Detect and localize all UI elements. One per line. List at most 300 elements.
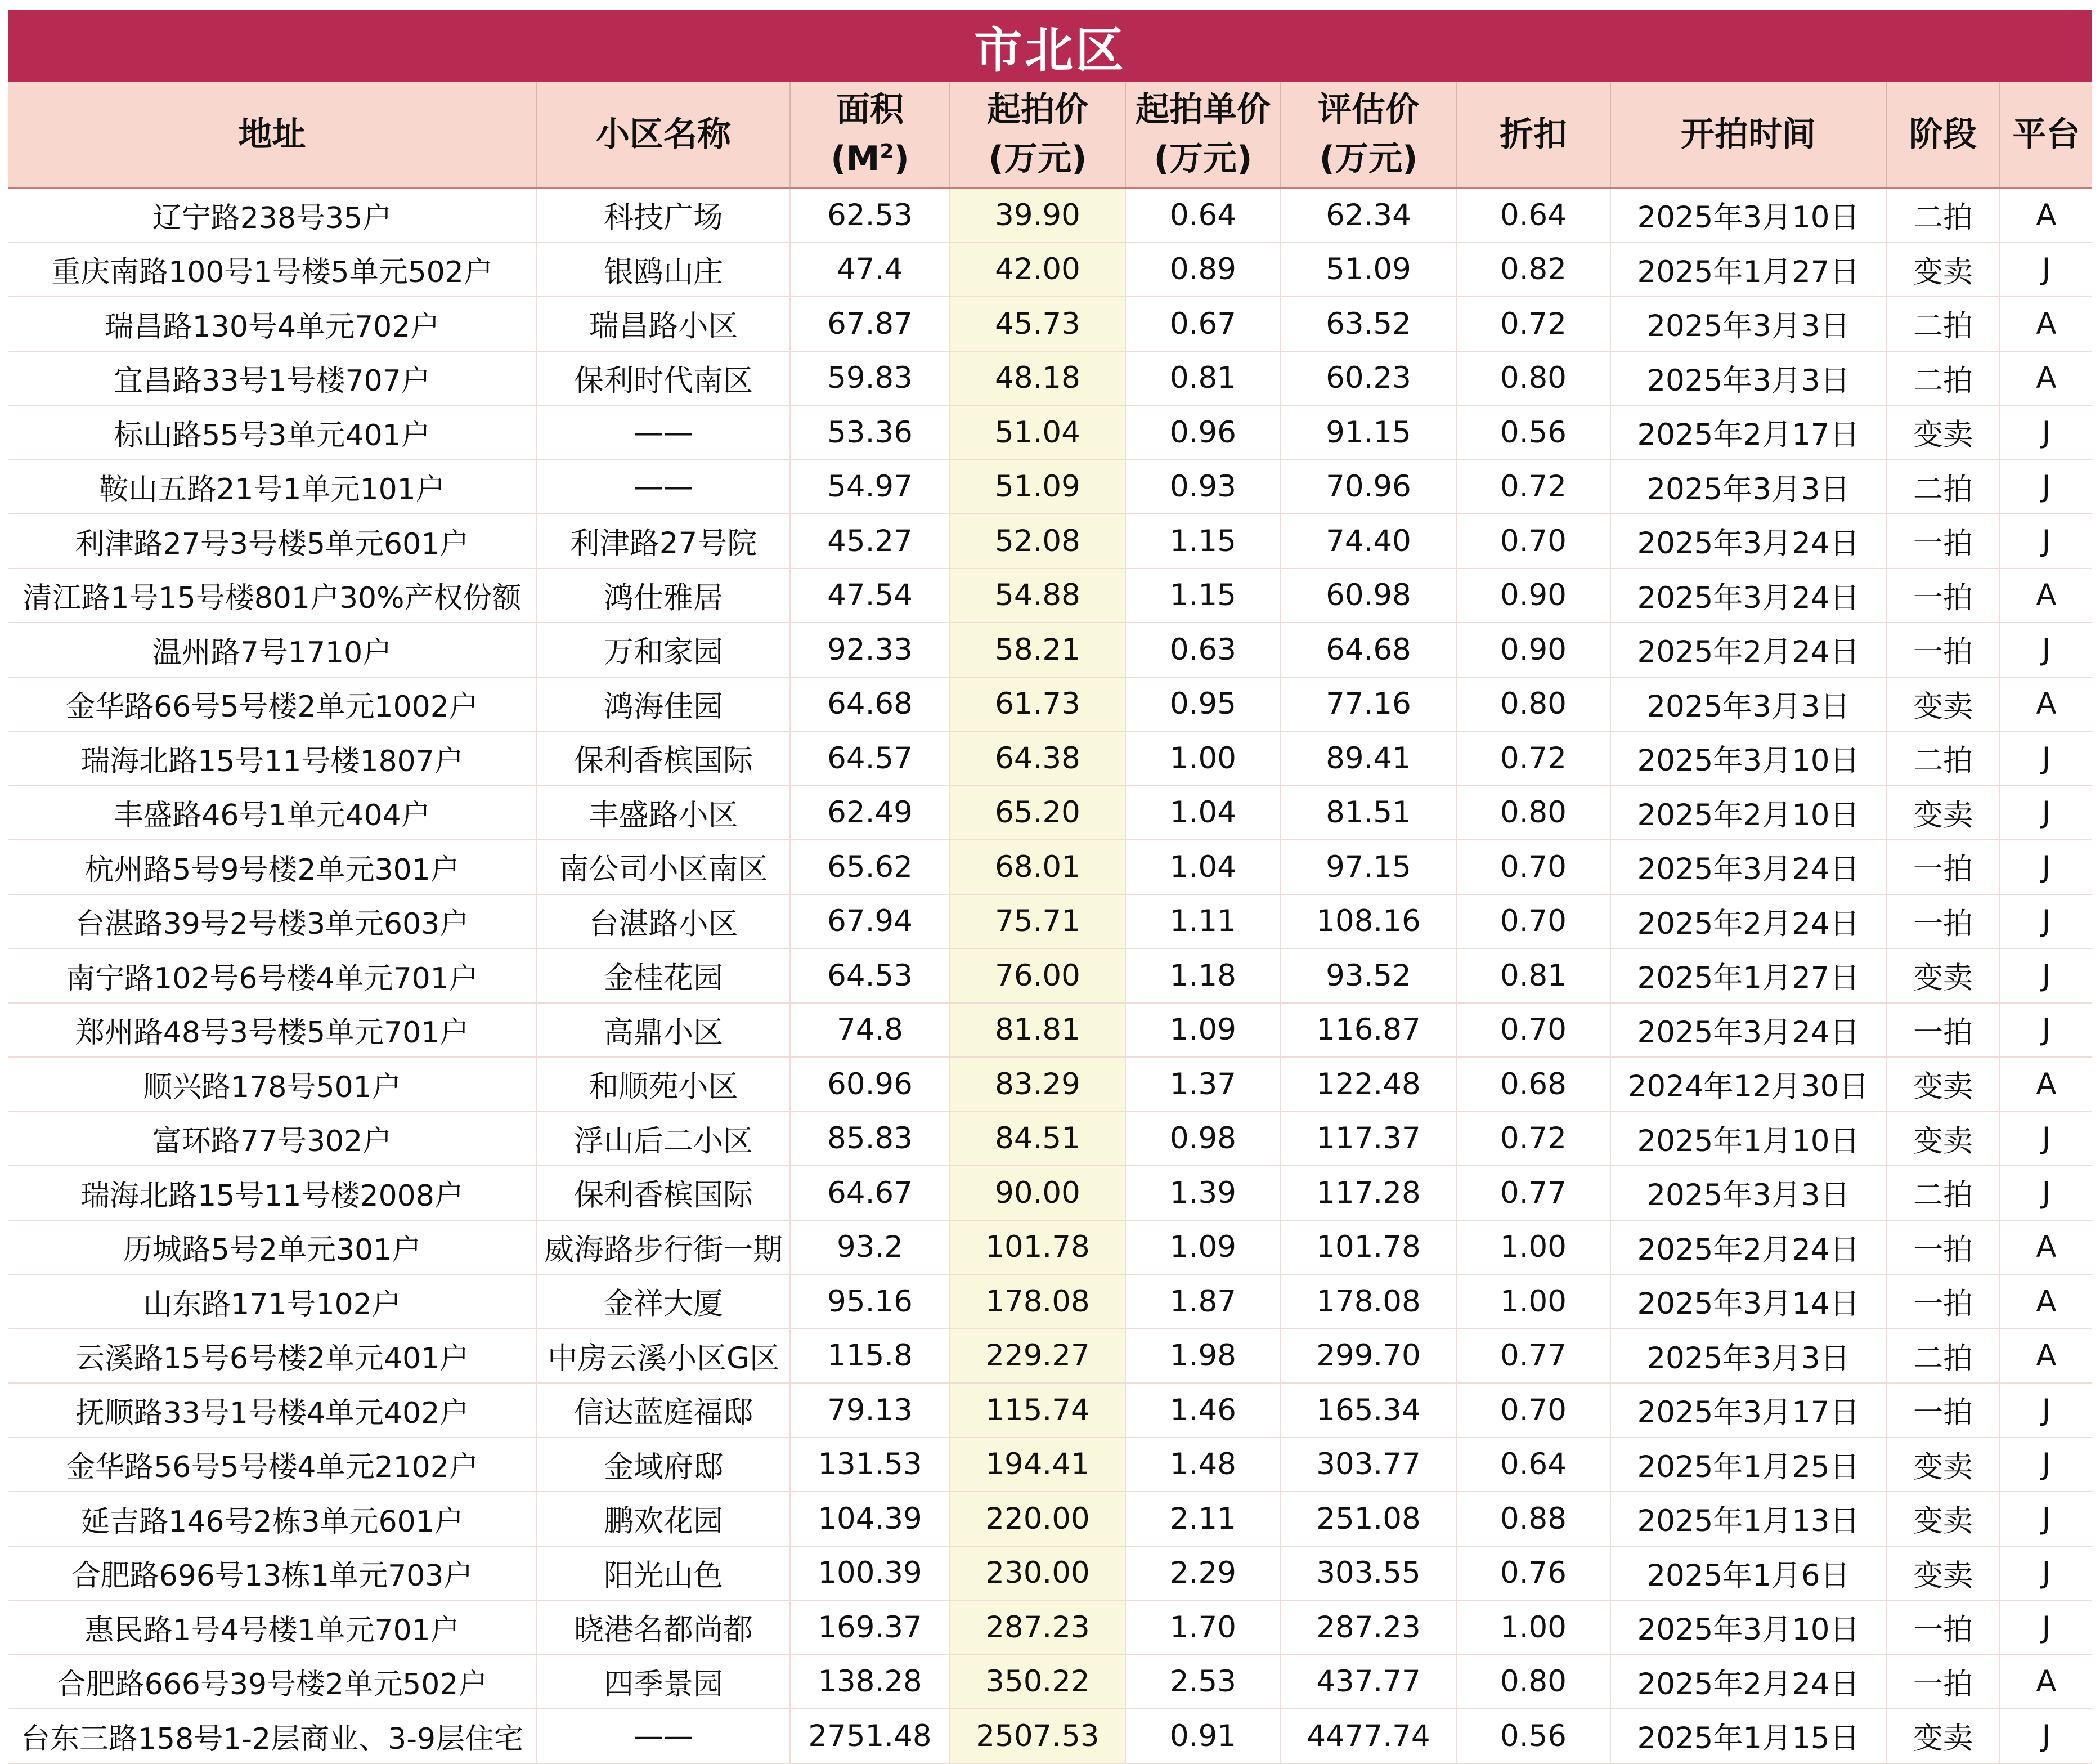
table-row: [8, 1329, 2092, 1384]
cell-community: 万和家园: [537, 623, 790, 677]
cell-address: 瑞海北路15号11号楼1807户: [8, 731, 537, 786]
cell-discount: 0.90: [1456, 623, 1610, 677]
cell-appraisal: 178.08: [1281, 1274, 1456, 1329]
cell-start-time: 2025年3月14日: [1610, 1274, 1886, 1329]
cell-unit-price: 0.67: [1125, 297, 1281, 351]
cell-unit-price: 1.11: [1125, 894, 1281, 949]
cell-stage: 变卖: [1886, 405, 2000, 460]
cell-community: 丰盛路小区: [537, 786, 790, 840]
cell-community: 高鼎小区: [537, 1003, 790, 1058]
cell-community: 保利香槟国际: [537, 1166, 790, 1220]
cell-discount: 0.90: [1456, 568, 1610, 623]
cell-address: 利津路27号3号楼5单元601户: [8, 514, 537, 568]
header-area: 面积 $(M^2)$: [790, 82, 950, 188]
table-row: [8, 731, 2092, 786]
cell-start-time: 2025年3月3日: [1610, 1166, 1886, 1220]
cell-discount: 1.00: [1456, 1600, 1610, 1655]
cell-start-time: 2025年1月15日: [1610, 1709, 1886, 1763]
cell-unit-price: 0.98: [1125, 1112, 1281, 1166]
cell-start-price: 350.22: [950, 1655, 1125, 1709]
cell-unit-price: 1.37: [1125, 1057, 1281, 1112]
cell-area: 53.36: [790, 405, 950, 460]
cell-platform: J: [2000, 840, 2092, 894]
cell-appraisal: 60.98: [1281, 568, 1456, 623]
cell-start-price: 84.51: [950, 1112, 1125, 1166]
table-row: [8, 405, 2092, 460]
table-row: [8, 1600, 2092, 1655]
table-row: [8, 1220, 2092, 1275]
cell-unit-price: 1.09: [1125, 1220, 1281, 1275]
cell-start-time: 2025年1月27日: [1610, 243, 1886, 297]
cell-appraisal: 91.15: [1281, 405, 1456, 460]
cell-platform: J: [2000, 460, 2092, 514]
cell-address: 金华路66号5号楼2单元1002户: [8, 677, 537, 732]
cell-area: 92.33: [790, 623, 950, 677]
cell-address: 金华路56号5号楼4单元2102户: [8, 1438, 537, 1492]
cell-appraisal: 122.48: [1281, 1057, 1456, 1112]
cell-appraisal: 77.16: [1281, 677, 1456, 732]
cell-community: 和顺苑小区: [537, 1057, 790, 1112]
cell-area: 74.8: [790, 1003, 950, 1058]
cell-area: 131.53: [790, 1438, 950, 1492]
header-community: 小区名称: [537, 82, 790, 188]
cell-start-price: 52.08: [950, 514, 1125, 568]
cell-address: 抚顺路33号1号楼4单元402户: [8, 1383, 537, 1438]
header-discount: 折扣: [1456, 82, 1610, 188]
cell-stage: 变卖: [1886, 948, 2000, 1003]
cell-unit-price: 1.09: [1125, 1003, 1281, 1058]
cell-community: 鹏欢花园: [537, 1492, 790, 1546]
cell-community: 瑞昌路小区: [537, 297, 790, 351]
table-row: [8, 243, 2092, 297]
cell-community: ——: [537, 1709, 790, 1763]
cell-start-time: 2025年1月10日: [1610, 1112, 1886, 1166]
cell-start-price: 287.23: [950, 1600, 1125, 1655]
cell-community: 金域府邸: [537, 1438, 790, 1492]
cell-platform: A: [2000, 1329, 2092, 1384]
cell-unit-price: 0.81: [1125, 351, 1281, 406]
cell-appraisal: 251.08: [1281, 1492, 1456, 1546]
cell-start-time: 2025年3月3日: [1610, 351, 1886, 406]
cell-stage: 二拍: [1886, 1329, 2000, 1384]
cell-discount: 0.81: [1456, 948, 1610, 1003]
cell-discount: 0.68: [1456, 1057, 1610, 1112]
cell-appraisal: 70.96: [1281, 460, 1456, 514]
cell-address: 鞍山五路21号1单元101户: [8, 460, 537, 514]
cell-discount: 0.56: [1456, 405, 1610, 460]
auction-table-sheet: [8, 10, 2092, 1764]
cell-start-time: 2025年3月24日: [1610, 840, 1886, 894]
cell-start-price: 75.71: [950, 894, 1125, 949]
cell-stage: 一拍: [1886, 894, 2000, 949]
cell-appraisal: 97.15: [1281, 840, 1456, 894]
table-row: [8, 1709, 2092, 1763]
cell-start-price: 65.20: [950, 786, 1125, 840]
cell-start-price: 68.01: [950, 840, 1125, 894]
cell-start-time: 2025年3月3日: [1610, 1329, 1886, 1384]
cell-area: 59.83: [790, 351, 950, 406]
table-row: [8, 568, 2092, 623]
cell-area: 79.13: [790, 1383, 950, 1438]
cell-appraisal: 4477.74: [1281, 1709, 1456, 1763]
cell-stage: 一拍: [1886, 514, 2000, 568]
cell-unit-price: 2.53: [1125, 1655, 1281, 1709]
cell-address: 标山路55号3单元401户: [8, 405, 537, 460]
cell-stage: 一拍: [1886, 1655, 2000, 1709]
cell-platform: A: [2000, 1274, 2092, 1329]
table-row: [8, 460, 2092, 514]
cell-unit-price: 2.29: [1125, 1546, 1281, 1601]
cell-discount: 0.70: [1456, 840, 1610, 894]
cell-start-price: 76.00: [950, 948, 1125, 1003]
cell-platform: A: [2000, 297, 2092, 351]
cell-address: 宜昌路33号1号楼707户: [8, 351, 537, 406]
cell-start-price: 194.41: [950, 1438, 1125, 1492]
cell-platform: J: [2000, 1600, 2092, 1655]
cell-start-time: 2025年2月24日: [1610, 623, 1886, 677]
cell-start-time: 2025年2月24日: [1610, 1655, 1886, 1709]
header-start-time: 开拍时间: [1610, 82, 1886, 188]
cell-appraisal: 63.52: [1281, 297, 1456, 351]
cell-platform: J: [2000, 731, 2092, 786]
cell-stage: 二拍: [1886, 351, 2000, 406]
cell-address: 瑞海北路15号11号楼2008户: [8, 1166, 537, 1220]
cell-start-time: 2025年3月24日: [1610, 514, 1886, 568]
cell-start-time: 2025年1月25日: [1610, 1438, 1886, 1492]
cell-appraisal: 287.23: [1281, 1600, 1456, 1655]
cell-stage: 二拍: [1886, 460, 2000, 514]
cell-community: 金桂花园: [537, 948, 790, 1003]
cell-platform: J: [2000, 514, 2092, 568]
cell-address: 台东三路158号1-2层商业、3-9层住宅: [8, 1709, 537, 1763]
cell-address: 台湛路39号2号楼3单元603户: [8, 894, 537, 949]
cell-area: 62.53: [790, 188, 950, 243]
cell-address: 重庆南路100号1号楼5单元502户: [8, 243, 537, 297]
table-row: [8, 623, 2092, 677]
cell-community: 利津路27号院: [537, 514, 790, 568]
cell-start-time: 2024年12月30日: [1610, 1057, 1886, 1112]
cell-stage: 变卖: [1886, 1438, 2000, 1492]
cell-discount: 0.56: [1456, 1709, 1610, 1763]
cell-address: 惠民路1号4号楼1单元701户: [8, 1600, 537, 1655]
cell-discount: 0.80: [1456, 1655, 1610, 1709]
table-row: [8, 1112, 2092, 1166]
cell-unit-price: 0.93: [1125, 460, 1281, 514]
cell-unit-price: 1.70: [1125, 1600, 1281, 1655]
cell-stage: 变卖: [1886, 1057, 2000, 1112]
cell-start-price: 45.73: [950, 297, 1125, 351]
cell-unit-price: 1.18: [1125, 948, 1281, 1003]
cell-stage: 二拍: [1886, 1166, 2000, 1220]
table-row: [8, 1383, 2092, 1438]
cell-platform: A: [2000, 188, 2092, 243]
cell-stage: 一拍: [1886, 1274, 2000, 1329]
cell-unit-price: 0.96: [1125, 405, 1281, 460]
cell-appraisal: 108.16: [1281, 894, 1456, 949]
cell-discount: 0.64: [1456, 188, 1610, 243]
cell-start-time: 2025年2月24日: [1610, 1220, 1886, 1275]
cell-community: 科技广场: [537, 188, 790, 243]
cell-platform: J: [2000, 623, 2092, 677]
cell-community: 威海路步行街一期: [537, 1220, 790, 1275]
cell-start-price: 178.08: [950, 1274, 1125, 1329]
cell-area: 64.68: [790, 677, 950, 732]
cell-unit-price: 2.11: [1125, 1492, 1281, 1546]
cell-start-time: 2025年3月24日: [1610, 568, 1886, 623]
cell-area: 54.97: [790, 460, 950, 514]
cell-area: 100.39: [790, 1546, 950, 1601]
header-appraisal: 评估价 (万元): [1281, 82, 1456, 188]
table-row: [8, 297, 2092, 351]
cell-community: 台湛路小区: [537, 894, 790, 949]
cell-appraisal: 93.52: [1281, 948, 1456, 1003]
cell-platform: J: [2000, 243, 2092, 297]
cell-start-price: 2507.53: [950, 1709, 1125, 1763]
cell-platform: J: [2000, 1546, 2092, 1601]
cell-start-price: 48.18: [950, 351, 1125, 406]
cell-area: 95.16: [790, 1274, 950, 1329]
cell-start-time: 2025年1月27日: [1610, 948, 1886, 1003]
table-row: [8, 1546, 2092, 1601]
cell-address: 辽宁路238号35户: [8, 188, 537, 243]
cell-appraisal: 117.37: [1281, 1112, 1456, 1166]
cell-unit-price: 0.91: [1125, 1709, 1281, 1763]
cell-discount: 0.80: [1456, 786, 1610, 840]
cell-start-price: 51.09: [950, 460, 1125, 514]
cell-start-price: 64.38: [950, 731, 1125, 786]
cell-area: 67.87: [790, 297, 950, 351]
cell-start-time: 2025年3月3日: [1610, 677, 1886, 732]
cell-appraisal: 62.34: [1281, 188, 1456, 243]
header-platform: 平台: [2000, 82, 2092, 188]
cell-appraisal: 101.78: [1281, 1220, 1456, 1275]
cell-platform: A: [2000, 1655, 2092, 1709]
cell-discount: 0.70: [1456, 1003, 1610, 1058]
cell-start-time: 2025年3月10日: [1610, 1600, 1886, 1655]
cell-area: 45.27: [790, 514, 950, 568]
cell-start-time: 2025年3月3日: [1610, 460, 1886, 514]
cell-unit-price: 1.48: [1125, 1438, 1281, 1492]
cell-discount: 0.72: [1456, 731, 1610, 786]
cell-start-time: 2025年3月10日: [1610, 188, 1886, 243]
cell-discount: 0.80: [1456, 677, 1610, 732]
cell-discount: 0.77: [1456, 1166, 1610, 1220]
table-row: [8, 894, 2092, 949]
cell-platform: A: [2000, 1220, 2092, 1275]
cell-stage: 一拍: [1886, 1600, 2000, 1655]
cell-area: 85.83: [790, 1112, 950, 1166]
cell-stage: 变卖: [1886, 1709, 2000, 1763]
table-row: [8, 1003, 2092, 1058]
cell-stage: 一拍: [1886, 568, 2000, 623]
cell-community: ——: [537, 405, 790, 460]
cell-address: 清江路1号15号楼801户30%产权份额: [8, 568, 537, 623]
cell-community: 四季景园: [537, 1655, 790, 1709]
cell-address: 南宁路102号6号楼4单元701户: [8, 948, 537, 1003]
header-address: 地址: [8, 82, 537, 188]
cell-community: 浮山后二小区: [537, 1112, 790, 1166]
cell-start-time: 2025年3月3日: [1610, 297, 1886, 351]
cell-platform: A: [2000, 568, 2092, 623]
cell-appraisal: 437.77: [1281, 1655, 1456, 1709]
cell-platform: J: [2000, 1003, 2092, 1058]
cell-discount: 1.00: [1456, 1220, 1610, 1275]
cell-appraisal: 117.28: [1281, 1166, 1456, 1220]
table-row: [8, 351, 2092, 406]
cell-area: 47.4: [790, 243, 950, 297]
cell-start-time: 2025年3月24日: [1610, 1003, 1886, 1058]
cell-unit-price: 1.15: [1125, 568, 1281, 623]
cell-discount: 0.82: [1456, 243, 1610, 297]
cell-area: 2751.48: [790, 1709, 950, 1763]
cell-start-time: 2025年2月17日: [1610, 405, 1886, 460]
table-row: [8, 1274, 2092, 1329]
cell-area: 47.54: [790, 568, 950, 623]
cell-platform: J: [2000, 1492, 2092, 1546]
cell-discount: 0.76: [1456, 1546, 1610, 1601]
cell-community: 鸿仕雅居: [537, 568, 790, 623]
auction-table: [8, 82, 2092, 1764]
cell-stage: 变卖: [1886, 243, 2000, 297]
cell-platform: A: [2000, 1057, 2092, 1112]
cell-appraisal: 303.55: [1281, 1546, 1456, 1601]
cell-discount: 0.72: [1456, 1112, 1610, 1166]
cell-unit-price: 1.04: [1125, 840, 1281, 894]
cell-discount: 0.77: [1456, 1329, 1610, 1384]
cell-platform: J: [2000, 405, 2092, 460]
cell-start-price: 54.88: [950, 568, 1125, 623]
table-row: [8, 1166, 2092, 1220]
cell-address: 山东路171号102户: [8, 1274, 537, 1329]
cell-stage: 一拍: [1886, 1383, 2000, 1438]
cell-start-time: 2025年1月13日: [1610, 1492, 1886, 1546]
cell-address: 杭州路5号9号楼2单元301户: [8, 840, 537, 894]
cell-platform: J: [2000, 1112, 2092, 1166]
cell-stage: 一拍: [1886, 1220, 2000, 1275]
cell-platform: J: [2000, 1438, 2092, 1492]
cell-community: 金祥大厦: [537, 1274, 790, 1329]
cell-community: 中房云溪小区G区: [537, 1329, 790, 1384]
cell-discount: 0.72: [1456, 297, 1610, 351]
cell-unit-price: 0.95: [1125, 677, 1281, 732]
cell-address: 合肥路696号13栋1单元703户: [8, 1546, 537, 1601]
cell-start-price: 51.04: [950, 405, 1125, 460]
table-row: [8, 1438, 2092, 1492]
cell-start-price: 81.81: [950, 1003, 1125, 1058]
cell-stage: 变卖: [1886, 786, 2000, 840]
cell-discount: 1.00: [1456, 1274, 1610, 1329]
cell-stage: 二拍: [1886, 188, 2000, 243]
header-stage: 阶段: [1886, 82, 2000, 188]
cell-start-price: 61.73: [950, 677, 1125, 732]
cell-platform: J: [2000, 786, 2092, 840]
cell-start-price: 42.00: [950, 243, 1125, 297]
cell-community: 晓港名都尚都: [537, 1600, 790, 1655]
cell-appraisal: 116.87: [1281, 1003, 1456, 1058]
cell-area: 64.53: [790, 948, 950, 1003]
cell-stage: 变卖: [1886, 677, 2000, 732]
cell-start-time: 2025年2月10日: [1610, 786, 1886, 840]
cell-start-price: 220.00: [950, 1492, 1125, 1546]
cell-area: 115.8: [790, 1329, 950, 1384]
cell-unit-price: 0.64: [1125, 188, 1281, 243]
cell-stage: 变卖: [1886, 1112, 2000, 1166]
cell-start-price: 101.78: [950, 1220, 1125, 1275]
cell-address: 郑州路48号3号楼5单元701户: [8, 1003, 537, 1058]
cell-discount: 0.70: [1456, 514, 1610, 568]
cell-start-time: 2025年3月17日: [1610, 1383, 1886, 1438]
cell-area: 67.94: [790, 894, 950, 949]
cell-area: 64.57: [790, 731, 950, 786]
cell-stage: 变卖: [1886, 1492, 2000, 1546]
cell-address: 历城路5号2单元301户: [8, 1220, 537, 1275]
header-unit-price: 起拍单价 (万元): [1125, 82, 1281, 188]
cell-appraisal: 165.34: [1281, 1383, 1456, 1438]
cell-discount: 0.88: [1456, 1492, 1610, 1546]
cell-appraisal: 64.68: [1281, 623, 1456, 677]
table-row: [8, 786, 2092, 840]
table-row: [8, 188, 2092, 243]
cell-appraisal: 299.70: [1281, 1329, 1456, 1384]
cell-community: 保利时代南区: [537, 351, 790, 406]
cell-unit-price: 1.15: [1125, 514, 1281, 568]
cell-unit-price: 0.63: [1125, 623, 1281, 677]
cell-platform: J: [2000, 1166, 2092, 1220]
table-row: [8, 840, 2092, 894]
cell-platform: J: [2000, 894, 2092, 949]
cell-community: 鸿海佳园: [537, 677, 790, 732]
cell-area: 62.49: [790, 786, 950, 840]
cell-address: 富环路77号302户: [8, 1112, 537, 1166]
cell-appraisal: 303.77: [1281, 1438, 1456, 1492]
cell-stage: 一拍: [1886, 623, 2000, 677]
cell-community: ——: [537, 460, 790, 514]
cell-start-price: 90.00: [950, 1166, 1125, 1220]
table-row: [8, 1655, 2092, 1709]
cell-appraisal: 74.40: [1281, 514, 1456, 568]
cell-appraisal: 81.51: [1281, 786, 1456, 840]
cell-community: 银鸥山庄: [537, 243, 790, 297]
cell-unit-price: 1.00: [1125, 731, 1281, 786]
table-body: [8, 188, 2092, 1763]
cell-community: 南公司小区南区: [537, 840, 790, 894]
cell-stage: 二拍: [1886, 731, 2000, 786]
cell-community: 阳光山色: [537, 1546, 790, 1601]
cell-address: 云溪路15号6号楼2单元401户: [8, 1329, 537, 1384]
cell-platform: A: [2000, 677, 2092, 732]
cell-unit-price: 1.04: [1125, 786, 1281, 840]
cell-unit-price: 1.98: [1125, 1329, 1281, 1384]
cell-address: 温州路7号1710户: [8, 623, 537, 677]
cell-unit-price: 1.87: [1125, 1274, 1281, 1329]
cell-stage: 一拍: [1886, 1003, 2000, 1058]
table-row: [8, 1492, 2092, 1546]
cell-community: 保利香槟国际: [537, 731, 790, 786]
table-row: [8, 514, 2092, 568]
cell-start-price: 230.00: [950, 1546, 1125, 1601]
cell-start-time: 2025年2月24日: [1610, 894, 1886, 949]
cell-start-price: 39.90: [950, 188, 1125, 243]
cell-area: 104.39: [790, 1492, 950, 1546]
cell-start-price: 115.74: [950, 1383, 1125, 1438]
table-row: [8, 948, 2092, 1003]
cell-area: 64.67: [790, 1166, 950, 1220]
cell-area: 93.2: [790, 1220, 950, 1275]
table-row: [8, 1057, 2092, 1112]
cell-stage: 二拍: [1886, 297, 2000, 351]
cell-platform: J: [2000, 1709, 2092, 1763]
table-row: [8, 677, 2092, 732]
